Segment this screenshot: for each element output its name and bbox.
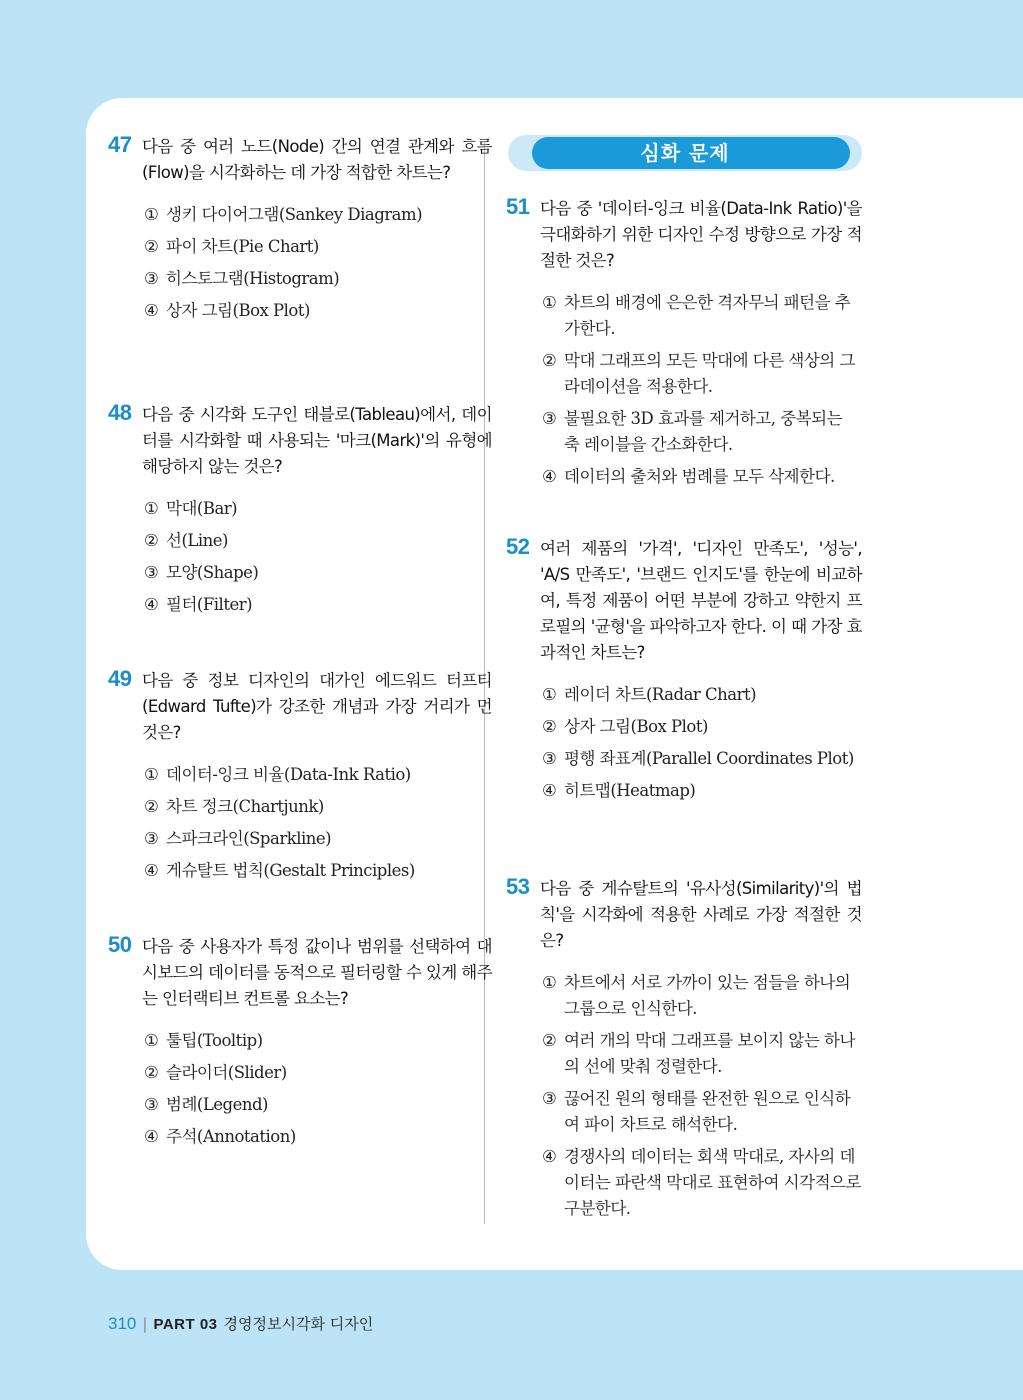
option-text: 스파크라인(Sparkline) bbox=[166, 829, 332, 848]
option-marker: ① bbox=[542, 685, 557, 704]
question-stem: 다음 중 게슈탈트의 '유사성(Similarity)'의 법칙'을 시각화에 적용한 사례로 가장 적절한 것은? bbox=[540, 879, 862, 950]
part-label: PART 03 bbox=[153, 1316, 218, 1333]
option-item[interactable] bbox=[142, 1060, 492, 1086]
option-marker: ④ bbox=[542, 781, 557, 800]
option-item[interactable] bbox=[142, 1124, 492, 1150]
option-item[interactable] bbox=[142, 1028, 492, 1054]
question-52 bbox=[506, 534, 862, 810]
option-text: 막대 그래프의 모든 막대에 다른 색상의 그라데이션을 적용한다. bbox=[564, 351, 855, 396]
option-marker: ② bbox=[542, 351, 557, 370]
option-marker: ① bbox=[144, 1031, 159, 1050]
option-marker: ② bbox=[542, 1031, 557, 1050]
option-text: 범례(Legend) bbox=[166, 1095, 268, 1114]
option-text: 평행 좌표계(Parallel Coordinates Plot) bbox=[564, 749, 854, 768]
question-number: 49 bbox=[108, 666, 132, 691]
option-text: 여러 개의 막대 그래프를 보이지 않는 하나의 선에 맞춰 정렬한다. bbox=[564, 1031, 855, 1076]
option-item[interactable] bbox=[142, 826, 492, 852]
option-text: 차트 정크(Chartjunk) bbox=[166, 797, 324, 816]
option-list bbox=[142, 202, 492, 324]
question-stem: 다음 중 정보 디자인의 대가인 에드워드 터프티(Edward Tufte)가 강조한 개념과 가장 거리가 먼 것은? bbox=[142, 671, 492, 742]
option-item[interactable] bbox=[540, 406, 862, 458]
option-item[interactable] bbox=[142, 858, 492, 884]
option-list bbox=[142, 762, 492, 884]
page-number: 310 bbox=[108, 1314, 137, 1333]
question-50 bbox=[108, 932, 492, 1156]
question-48 bbox=[108, 400, 492, 624]
option-item[interactable] bbox=[142, 266, 492, 292]
question-number: 53 bbox=[506, 874, 530, 899]
question-51 bbox=[506, 194, 862, 496]
option-list bbox=[142, 496, 492, 618]
option-item[interactable] bbox=[142, 1092, 492, 1118]
option-marker: ③ bbox=[144, 1095, 159, 1114]
page-footer bbox=[108, 1313, 373, 1334]
option-text: 막대(Bar) bbox=[166, 499, 238, 518]
option-marker: ② bbox=[144, 1063, 159, 1082]
option-text: 데이터의 출처와 범례를 모두 삭제한다. bbox=[564, 467, 835, 486]
option-item[interactable] bbox=[540, 464, 862, 490]
option-marker: ② bbox=[144, 237, 159, 256]
section-banner-title: 심화 문제 bbox=[640, 141, 730, 165]
question-number: 50 bbox=[108, 932, 132, 957]
question-number: 47 bbox=[108, 132, 132, 157]
option-item[interactable] bbox=[540, 682, 862, 708]
option-text: 슬라이더(Slider) bbox=[166, 1063, 287, 1082]
option-item[interactable] bbox=[142, 560, 492, 586]
option-item[interactable] bbox=[540, 1028, 862, 1080]
option-list bbox=[540, 970, 862, 1222]
option-text: 불필요한 3D 효과를 제거하고, 중복되는 축 레이블을 간소화한다. bbox=[564, 409, 843, 454]
option-text: 생키 다이어그램(Sankey Diagram) bbox=[166, 205, 423, 224]
option-marker: ② bbox=[542, 717, 557, 736]
question-number: 48 bbox=[108, 400, 132, 425]
option-item[interactable] bbox=[540, 970, 862, 1022]
option-item[interactable] bbox=[142, 528, 492, 554]
option-marker: ③ bbox=[144, 563, 159, 582]
option-text: 상자 그림(Box Plot) bbox=[564, 717, 708, 736]
option-text: 차트에서 서로 가까이 있는 점들을 하나의 그룹으로 인식한다. bbox=[564, 973, 851, 1018]
option-text: 데이터-잉크 비율(Data-Ink Ratio) bbox=[166, 765, 411, 784]
option-marker: ② bbox=[144, 797, 159, 816]
question-number: 51 bbox=[506, 194, 530, 219]
option-text: 필터(Filter) bbox=[166, 595, 253, 614]
option-text: 파이 차트(Pie Chart) bbox=[166, 237, 319, 256]
question-stem: 다음 중 사용자가 특정 값이나 범위를 선택하여 대시보드의 데이터를 동적으로 필터링할 수 있게 해주는 인터랙티브 컨트롤 요소는? bbox=[142, 937, 492, 1008]
option-item[interactable] bbox=[142, 794, 492, 820]
option-marker: ① bbox=[144, 499, 159, 518]
option-text: 선(Line) bbox=[166, 531, 228, 550]
option-marker: ① bbox=[144, 205, 159, 224]
question-number: 52 bbox=[506, 534, 530, 559]
option-marker: ③ bbox=[144, 269, 159, 288]
question-47 bbox=[108, 132, 492, 330]
option-marker: ① bbox=[144, 765, 159, 784]
option-marker: ① bbox=[542, 973, 557, 992]
option-item[interactable] bbox=[540, 290, 862, 342]
chapter-title: 경영정보시각화 디자인 bbox=[223, 1315, 374, 1333]
option-text: 경쟁사의 데이터는 회색 막대로, 자사의 데이터는 파란색 막대로 표현하여 시각적으로 구분한다. bbox=[564, 1147, 861, 1218]
option-item[interactable] bbox=[540, 746, 862, 772]
option-marker: ③ bbox=[542, 1089, 557, 1108]
option-item[interactable] bbox=[540, 714, 862, 740]
option-item[interactable] bbox=[540, 778, 862, 804]
option-marker: ④ bbox=[144, 1127, 159, 1146]
option-item[interactable] bbox=[142, 496, 492, 522]
option-marker: ① bbox=[542, 293, 557, 312]
option-text: 끊어진 원의 형태를 완전한 원으로 인식하여 파이 차트로 해석한다. bbox=[564, 1089, 851, 1134]
option-marker: ④ bbox=[144, 301, 159, 320]
option-text: 히트맵(Heatmap) bbox=[564, 781, 696, 800]
option-marker: ④ bbox=[542, 467, 557, 486]
option-text: 차트의 배경에 은은한 격자무늬 패턴을 추가한다. bbox=[564, 293, 851, 338]
option-marker: ③ bbox=[542, 409, 557, 428]
option-marker: ③ bbox=[542, 749, 557, 768]
question-stem: 다음 중 시각화 도구인 태블로(Tableau)에서, 데이터를 시각화할 때 사용되는 '마크(Mark)'의 유형에 해당하지 않는 것은? bbox=[142, 405, 492, 476]
option-marker: ④ bbox=[542, 1147, 557, 1166]
option-text: 툴팁(Tooltip) bbox=[166, 1031, 263, 1050]
option-text: 주석(Annotation) bbox=[166, 1127, 296, 1146]
footer-separator: | bbox=[142, 1315, 148, 1333]
option-list bbox=[540, 290, 862, 490]
option-marker: ④ bbox=[144, 595, 159, 614]
question-53 bbox=[506, 874, 862, 1228]
option-item[interactable] bbox=[142, 298, 492, 324]
question-stem: 다음 중 여러 노드(Node) 간의 연결 관계와 흐름(Flow)을 시각화하는 데 가장 적합한 차트는? bbox=[142, 137, 492, 182]
option-list bbox=[540, 682, 862, 804]
option-item[interactable] bbox=[142, 762, 492, 788]
option-text: 상자 그림(Box Plot) bbox=[166, 301, 310, 320]
option-item[interactable] bbox=[142, 592, 492, 618]
option-list bbox=[142, 1028, 492, 1150]
option-text: 모양(Shape) bbox=[166, 563, 259, 582]
option-marker: ④ bbox=[144, 861, 159, 880]
option-text: 레이더 차트(Radar Chart) bbox=[564, 685, 757, 704]
question-49 bbox=[108, 666, 492, 890]
option-item[interactable] bbox=[540, 1086, 862, 1138]
option-item[interactable] bbox=[142, 202, 492, 228]
option-text: 게슈탈트 법칙(Gestalt Principles) bbox=[166, 861, 415, 880]
option-item[interactable] bbox=[142, 234, 492, 260]
question-stem: 여러 제품의 '가격', '디자인 만족도', '성능', 'A/S 만족도', '브랜드 인지도'를 한눈에 비교하여, 특정 제품이 어떤 부분에 강하고 약한지 프로필의 '균형'을 파악하고자 한다. 이 때 가장 효과적인 차트는? bbox=[540, 539, 862, 662]
option-marker: ② bbox=[144, 531, 159, 550]
option-item[interactable] bbox=[540, 348, 862, 400]
section-banner bbox=[508, 135, 862, 171]
option-item[interactable] bbox=[540, 1144, 862, 1222]
question-stem: 다음 중 '데이터-잉크 비율(Data-Ink Ratio)'을 극대화하기 위한 디자인 수정 방향으로 가장 적절한 것은? bbox=[540, 199, 862, 270]
option-marker: ③ bbox=[144, 829, 159, 848]
option-text: 히스토그램(Histogram) bbox=[166, 269, 340, 288]
